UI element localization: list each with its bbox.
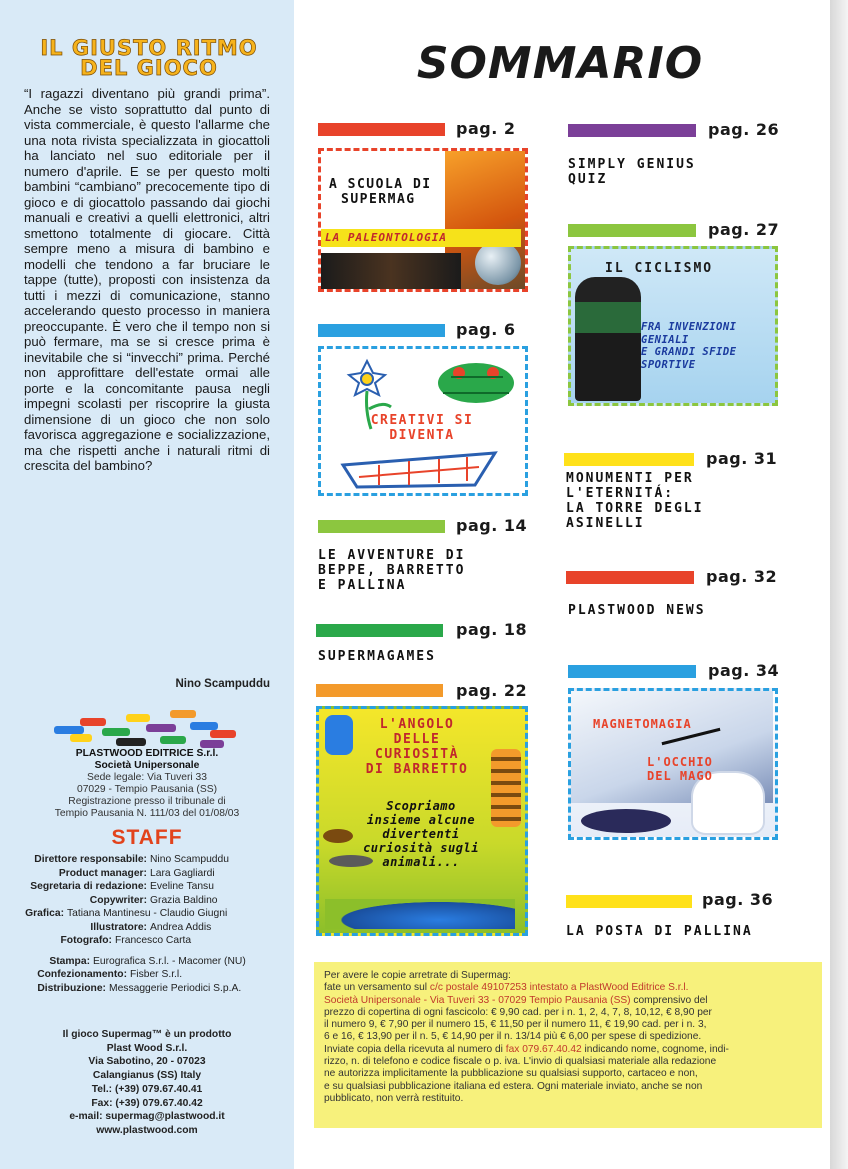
page-number-14: pag. 14 xyxy=(456,516,528,535)
hat-image xyxy=(581,809,671,833)
box-angolo-curiosita xyxy=(316,706,528,936)
box-scuola-supermag xyxy=(318,148,528,292)
publisher-name: PLASTWOOD EDITRICE S.r.l. xyxy=(75,748,219,759)
box-angolo-title: L'ANGOLO DELLE CURIOSITÀ DI BARRETTO xyxy=(365,717,469,777)
publisher-line: Registrazione presso il tribunale di xyxy=(68,796,226,807)
piece xyxy=(190,722,218,730)
company-footer: Il gioco Supermag™ è un prodotto Plast Wood S.r.l. Via Sabotino, 20 - 07023 Calangianus (SS) Italy Tel.: (+39) 079.67.40.41 Fax: (+39) 079.67.40.42 e-mail: supermag@plastwood.it www.plastwood.com xyxy=(62,1029,232,1136)
section-bar-27 xyxy=(568,224,696,237)
piece xyxy=(160,736,186,744)
page-number-27: pag. 27 xyxy=(708,220,780,239)
publisher-info xyxy=(16,748,278,820)
page-number-26: pag. 26 xyxy=(708,120,780,139)
editorial-author: Nino Scampuddu xyxy=(175,678,270,690)
page-number-34: pag. 34 xyxy=(708,661,780,680)
section-bar-18 xyxy=(316,624,443,637)
staff-heading: STAFF xyxy=(111,826,183,849)
piece xyxy=(146,724,176,732)
page-number-31: pag. 31 xyxy=(706,449,778,468)
box-ciclismo-title: IL CICLISMO xyxy=(605,261,714,276)
publisher-type: Società Unipersonale xyxy=(94,760,200,771)
title-simply-genius: SIMPLY GENIUS QUIZ xyxy=(568,157,696,187)
section-bar-34 xyxy=(568,665,696,678)
box-magneto-title: MAGNETOMAGIA xyxy=(593,717,692,731)
section-bar-36 xyxy=(566,895,692,908)
staff-row: Confezionamento: Fisber S.r.l. xyxy=(37,969,183,980)
section-bar-31 xyxy=(564,453,694,466)
box-angolo-sub: Scopriamo insieme alcune divertenti curiosità sugli animali... xyxy=(363,799,479,869)
staff-row: Product manager: Lara Gagliardi xyxy=(58,867,215,879)
section-bar-26 xyxy=(568,124,696,137)
title-plastwood-news: PLASTWOOD NEWS xyxy=(568,603,706,618)
editorial-title xyxy=(24,38,274,78)
title-supermagames: SUPERMAGAMES xyxy=(318,649,436,664)
underwater-image xyxy=(325,899,515,929)
piece xyxy=(116,738,146,746)
title-avventure: LE AVVENTURE DI BEPPE, BARRETTO E PALLINA xyxy=(318,548,466,593)
editorial-text: “I ragazzi diventano più grandi prima”. Anche se visto soprattutto dal punto di vista commerciale, è questo l'allarme che una nota rivista specializzata in giocattoli ha lanciato nel suo editoriale per il numero d'aprile. E se per questo molti bambini “cambiano” precocemente tipo di gioco e di giocattolo passando dai giochi manuali e creativi a quelli elettronici, altri smettono totalmente di giocare. Città sempre meno a misura di bambino e modelli che tendono a far bruciare le tappe (tutte), proposti con insistenza da tutti i mezzi di comunicazione, stanno accelerando questo processo in maniera preoccupante. È vero che il tempo non si può fermare, ma se si cresce prima è inevitabile che si “invecchi” prima. Perché non approfittare dell'estate ormai alle porte e la concomitante pausa negli impegni scolasti per riscoprire la giusta dimensione di un gioco che non solo favorisca aggregazione e socializzazione, ma che rispetti anche i naturali ritmi di crescita del bambino? xyxy=(24,86,270,473)
box-scuola-sub: LA PALEONTOLOGIA xyxy=(325,231,447,244)
box-magneto-sub: L'OCCHIO DEL MAGO xyxy=(647,755,713,783)
staff-row: Segretaria di redazione: Eveline Tansu xyxy=(30,881,214,892)
page-number-18: pag. 18 xyxy=(456,620,528,639)
title-posta-pallina: LA POSTA DI PALLINA xyxy=(566,924,753,939)
back-issues-info: Per avere le copie arretrate di Supermag: fate un versamento sul c/c postale 49107253 intestato a PlastWood Editrice S.r.l. Società Unipersonale - Via Tuveri 33 - 07029 Tempio Pausania (SS) comprensivo del prezzo di copertina di ogni fascicolo: € 9,90 cad. per i n. 1, 2, 4, 7, 8, 10,12, € 8,90 per il numero 9, € 7,90 per il numero 15, € 11,50 per il numero 11, € 19,90 cad. per i n. 3, 6 e 16, € 13,90 per il n. 5, € 14,90 per il n. 13/14 più € 6,00 per spese di spedizione. Inviate copia della ricevuta al numero di fax 079.67.40.42 indicando nome, cognome, indi- rizzo, n. di telefono e codice fiscale o p. iva. L'invio di qualsiasi materiale alla redazione ne autorizza implicitamente la pubblicazione su qualsiasi supporto, cartaceo e non, e su qualsiasi pubblicazione italiana ed estera. Ogni materiale inviato, anche se non pubblicato, non verrà restituito. xyxy=(314,962,822,1128)
section-bar-2 xyxy=(318,123,445,136)
title-monumenti: MONUMENTI PER L'ETERNITÁ: LA TORRE DEGLI ASINELLI xyxy=(566,471,704,531)
page-number-6: pag. 6 xyxy=(456,320,516,339)
piece xyxy=(80,718,106,726)
box-scuola-sub-band xyxy=(321,229,521,247)
staff-list xyxy=(16,853,278,995)
fossil-strip-image xyxy=(321,253,461,289)
publisher-line: Tempio Pausania N. 111/03 del 01/08/03 xyxy=(54,808,240,819)
staff-row: Stampa: Eurografica S.r.l. - Macomer (NU) xyxy=(49,955,246,967)
piece xyxy=(200,740,224,748)
box-ciclismo xyxy=(568,246,778,406)
staff-row: Distribuzione: Messaggerie Periodici S.p.A. xyxy=(37,982,242,994)
frog-construction-image xyxy=(433,353,519,409)
piece xyxy=(170,710,196,718)
staff-row: Direttore responsabile: Nino Scampuddu xyxy=(34,854,229,865)
page-number-2: pag. 2 xyxy=(456,119,516,138)
sommario-heading: SOMMARIO xyxy=(416,38,704,89)
section-bar-32 xyxy=(566,571,694,584)
piece xyxy=(210,730,236,738)
boat-construction-image xyxy=(339,447,499,491)
staff-row: Copywriter: Grazia Baldino xyxy=(89,894,218,906)
piece xyxy=(126,714,150,722)
box-ciclismo-sub: FRA INVENZIONI GENIALI E GRANDI SFIDE SPORTIVE xyxy=(641,321,737,371)
page-number-32: pag. 32 xyxy=(706,567,778,586)
section-bar-14 xyxy=(318,520,445,533)
piece xyxy=(54,726,84,734)
publisher-line: 07029 - Tempio Pausania (SS) xyxy=(76,784,218,795)
box-scuola-title: A SCUOLA DI SUPERMAG xyxy=(329,177,432,207)
staff-row: Fotografo: Francesco Carta xyxy=(60,935,192,946)
cyclist-image xyxy=(575,277,641,401)
construction-pieces-image xyxy=(50,700,240,744)
editorial-title-line1: IL GIUSTO RITMO xyxy=(40,36,258,60)
publisher-line: Sede legale: Via Tuveri 33 xyxy=(86,772,208,783)
section-bar-6 xyxy=(318,324,445,337)
section-bar-22 xyxy=(316,684,443,697)
page-number-22: pag. 22 xyxy=(456,681,528,700)
piece xyxy=(102,728,130,736)
bubbles-image xyxy=(475,241,521,285)
piece xyxy=(70,734,92,742)
page-number-36: pag. 36 xyxy=(702,890,774,909)
box-magnetomagia xyxy=(568,688,778,840)
page-edge xyxy=(830,0,848,1169)
staff-row: Grafica: Tatiana Mantinesu - Claudio Giugni xyxy=(25,908,228,919)
editorial-title-line2: DEL GIOCO xyxy=(80,56,218,80)
box-creativi-title: CREATIVI SI DIVENTA xyxy=(370,413,474,443)
box-creativi xyxy=(318,346,528,496)
staff-row: Illustratore: Andrea Addis xyxy=(90,921,212,933)
